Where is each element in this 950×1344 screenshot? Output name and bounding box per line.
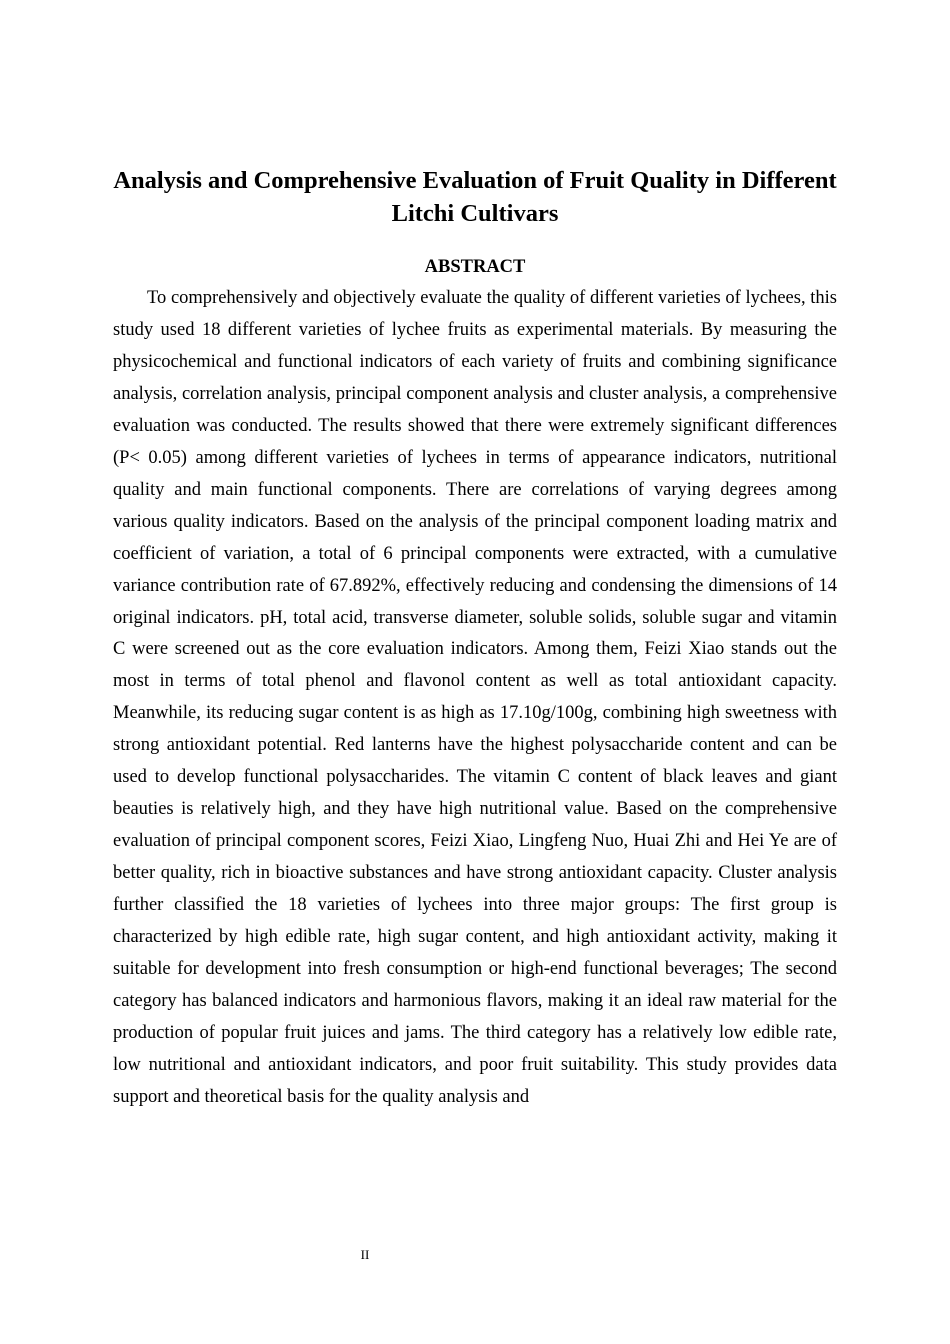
document-title: Analysis and Comprehensive Evaluation of Fruit Quality in Different Litchi Cultivars xyxy=(113,167,837,227)
abstract-heading: ABSTRACT xyxy=(424,257,526,277)
abstract-body: To comprehensively and objectively evaluate the quality of different varieties of lychees, this study used 18 different varieties of lychee fruits as experimental materials. By measuring the physicochemical and functional indicators of each variety of fruits and combining significance analysis, correlation analysis, principal component analysis and cluster analysis, a comprehensive evaluation was conducted. The results showed that there were extremely significant differences (P< 0.05) among different varieties of lychees in terms of appearance indicators, nutritional quality and main functional components. There are correlations of varying degrees among various quality indicators. Based on the analysis of the principal component loading matrix and coefficient of variation, a total of 6 principal components were extracted, with a cumulative variance contribution rate of 67.892%, effectively reducing and condensing the dimensions of 14 original indicators. pH, total acid, transverse diameter, soluble solids, soluble sugar and vitamin C were screened out as the core evaluation indicators. Among them, Feizi Xiao stands out the most in terms of total phenol and flavonol content as well as total antioxidant capacity. Meanwhile, its reducing sugar content is as high as 17.10g/100g, combining high sweetness with strong antioxidant potential. Red lanterns have the highest polysaccharide content and can be used to develop functional polysaccharides. The vitamin C content of black leaves and giant beauties is relatively high, and they have high nutritional value. Based on the comprehensive evaluation of principal component scores, Feizi Xiao, Lingfeng Nuo, Huai Zhi and Hei Ye are of better quality, rich in bioactive substances and have strong antioxidant capacity. Cluster analysis further classified the 18 varieties of lychees into three major groups: The first group is characterized by high edible rate, high sugar content, and high antioxidant activity, making it suitable for development into fresh consumption or high-end functional beverages; The second category has balanced indicators and harmonious flavors, making it an ideal raw material for the production of popular fruit juices and jams. The third category has a relatively low edible rate, low nutritional and antioxidant indicators, and poor fruit suitability. This study provides data support and theoretical basis for the quality analysis and xyxy=(113,288,837,1107)
page-number: II xyxy=(360,1247,370,1262)
